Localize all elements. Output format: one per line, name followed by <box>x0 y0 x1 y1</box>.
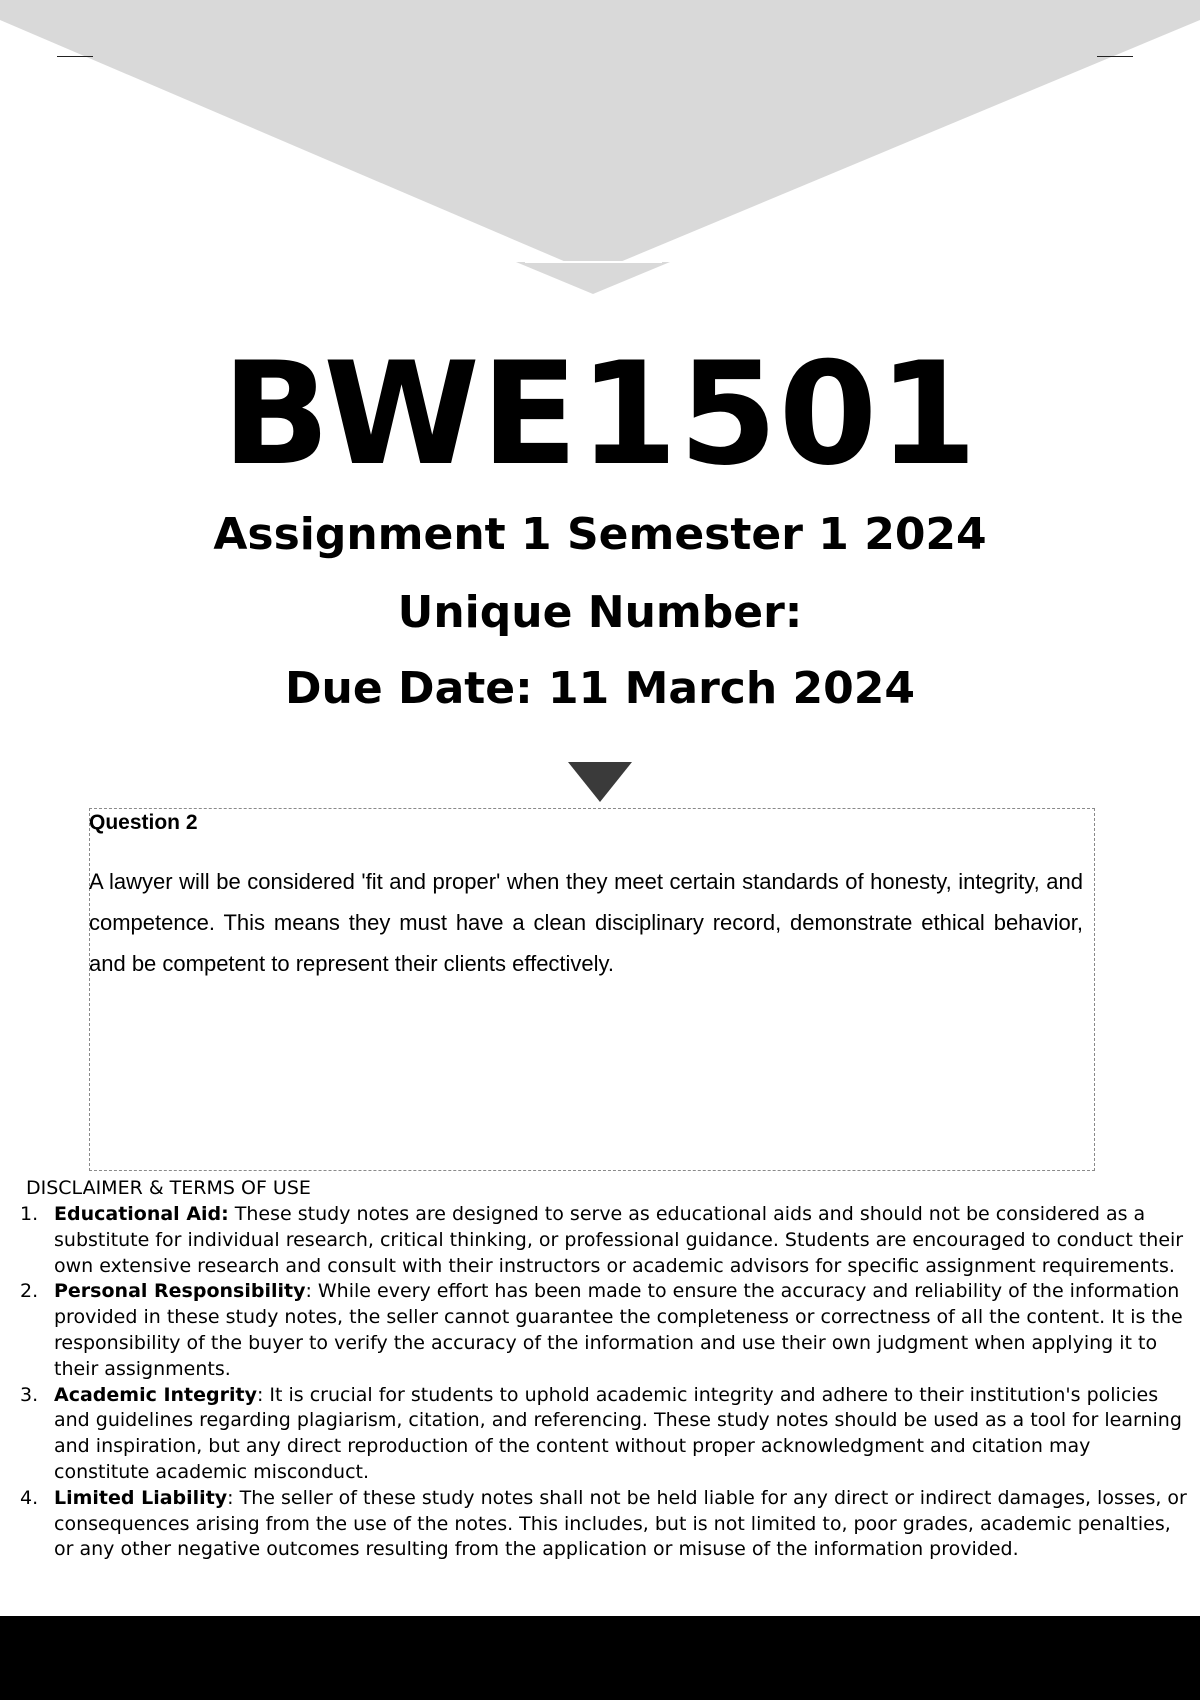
disclaimer-item-text: : The seller of these study notes shall not be held liable for any direct or indirect damages, losses, or consequences arising from the use of the notes. This includes, but is not limited to, poor grades, academic penalties, or any other negative outcomes resulting from the application or misuse of the information provided. <box>54 1486 1187 1561</box>
course-code-title: BWE1501 <box>221 332 979 497</box>
bottom-black-bar <box>0 1616 1200 1700</box>
disclaimer-item-number: 4. <box>20 1486 39 1509</box>
due-date-line: Due Date: 11 March 2024 <box>285 663 915 714</box>
disclaimer-item-heading: Educational Aid: <box>54 1203 229 1225</box>
disclaimer-item-number: 2. <box>20 1280 39 1303</box>
disclaimer-item <box>0 1279 1190 1382</box>
question-answer-text: A lawyer will be considered 'fit and proper' when they meet certain standards of honesty, integrity, and competence. This means they must have a clean disciplinary record, demonstrate ethical behavior, and be competent to represent their clients effectively. <box>89 869 1083 976</box>
disclaimer-item <box>0 1202 1190 1279</box>
disclaimer-item <box>0 1486 1190 1563</box>
disclaimer-item-number: 3. <box>20 1383 39 1406</box>
disclaimer-item <box>0 1383 1190 1486</box>
unique-number-line: Unique Number: <box>397 587 803 638</box>
header-rule-left <box>57 56 93 57</box>
header-rule-right <box>1097 56 1133 57</box>
disclaimer-title: DISCLAIMER & TERMS OF USE <box>26 1177 311 1199</box>
disclaimer-item-heading: Academic Integrity <box>54 1383 257 1406</box>
disclaimer-item-text: These study notes are designed to serve as educational aids and should not be considered as a substitute for individual research, critical thinking, or professional guidance. Students are encouraged to conduct their own extensive research and consult with their instructors or academic advisors for specific assignment requirements. <box>54 1203 1184 1277</box>
header-chevron-graphic <box>0 0 1200 300</box>
assignment-line: Assignment 1 Semester 1 2024 <box>213 509 987 560</box>
disclaimer-item-heading: Personal Responsibility <box>54 1280 306 1303</box>
disclaimer-item-heading: Limited Liability <box>54 1486 228 1509</box>
question-title: Question 2 <box>89 811 198 834</box>
disclaimer-item-text: : While every effort has been made to ensure the accuracy and reliability of the information provided in these study notes, the seller cannot guarantee the completeness or correctness of all the content. It is the responsibility of the buyer to verify the accuracy of the information and use their own judgment when applying it to their assignments. <box>54 1280 1183 1380</box>
down-arrow-icon <box>568 762 632 802</box>
disclaimer-list <box>0 1202 1190 1563</box>
disclaimer-item-text: : It is crucial for students to uphold academic integrity and adhere to their institution's policies and guidelines regarding plagiarism, citation, and referencing. These study notes should be used as a tool for learning and inspiration, but any direct reproduction of the content without proper acknowledgment and citation may constitute academic misconduct. <box>54 1383 1182 1483</box>
disclaimer-item-number: 1. <box>20 1203 39 1225</box>
